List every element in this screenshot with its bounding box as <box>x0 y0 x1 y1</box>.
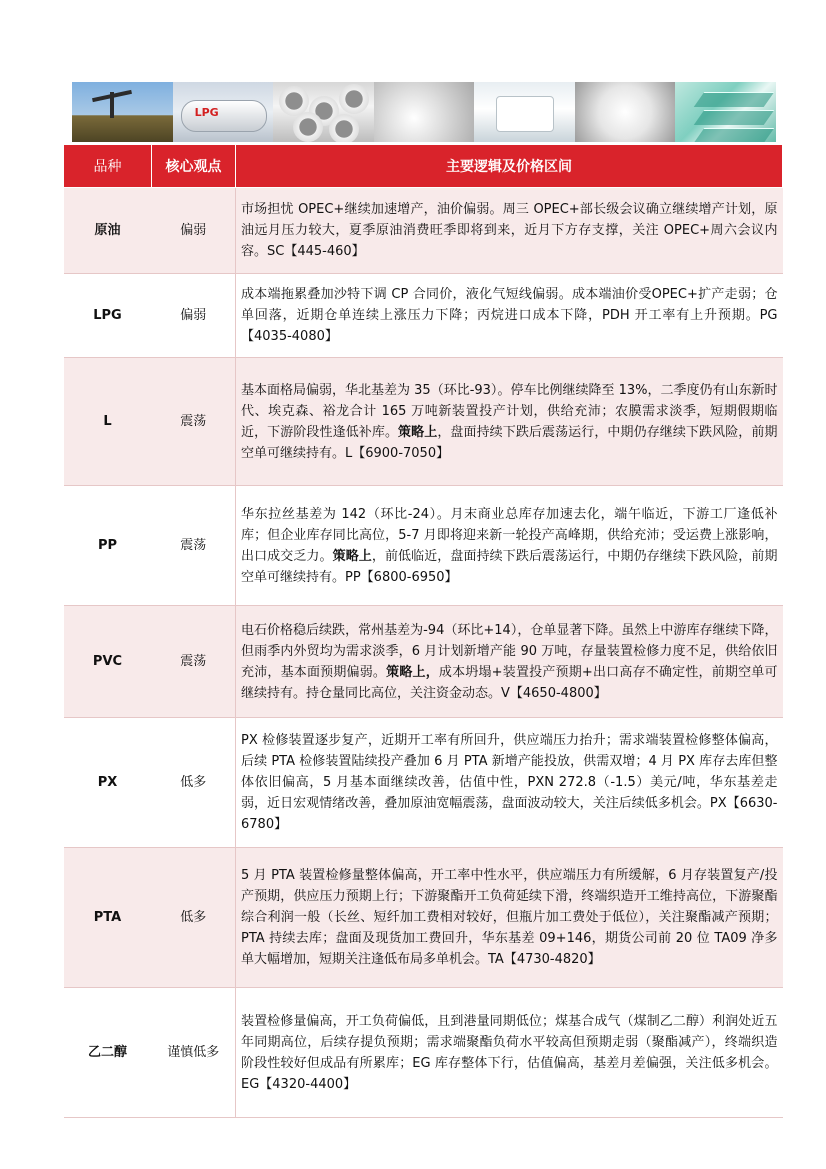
glycol-bottle-image <box>474 82 575 142</box>
view-cell: 震荡 <box>152 606 236 718</box>
variety-cell: PP <box>64 486 152 606</box>
view-cell: 震荡 <box>152 358 236 486</box>
variety-cell: PVC <box>64 606 152 718</box>
table-row <box>64 188 783 274</box>
strategy-label: 策略上， <box>386 664 439 680</box>
table-header-row <box>64 145 783 188</box>
logic-text: 电石价格稳后续跌，常州基差为-94（环比+14），仓单显著下降。虽然上中游库存继续下降，但雨季内外贸均为需求淡季，6 月计划新增产能 90 万吨，存量装置检修力度不足，供给依旧充沛，基本面预期偏弱。 <box>241 622 778 680</box>
logic-cell: 市场担忧 OPEC+继续加速增产，油价偏弱。周三 OPEC+部长级会议确立继续增产计划，原油远月压力较大，夏季原油消费旺季即将到来，近月下方存支撑，关注 OPEC+周六会议内容。SC【445-460】 <box>236 188 783 274</box>
logic-cell <box>236 606 783 718</box>
glass-panes-image <box>675 82 776 142</box>
logic-text: 华东拉丝基差为 142（环比-24）。月末商业总库存加速去化，端午临近，下游工厂逢低补库；但企业库存同比高位，5-7 月即将迎来新一轮投产高峰期，供给充沛；受运费上涨影响，出口成交乏力。 <box>241 506 778 564</box>
view-cell: 谨慎低多 <box>152 988 236 1118</box>
header-variety: 品种 <box>64 145 152 188</box>
header-banner <box>72 82 776 142</box>
table-row <box>64 988 783 1118</box>
logic-cell <box>236 486 783 606</box>
table-row <box>64 274 783 358</box>
logic-cell: PX 检修装置逐步复产，近期开工率有所回升，供应端压力抬升；需求端装置检修整体偏高，后续 PTA 检修装置陆续投产叠加 6 月 PTA 新增产能投放，供需双增；4 月 PX 库存去库但整体依旧偏高，5 月基本面继续改善，估值中性，PXN 272.8（-1.5）美元/吨，华东基差走弱，近日宏观情绪改善，叠加原油宽幅震荡，盘面波动较大，关注后续低多机会。PX【6630-6780】 <box>236 718 783 848</box>
view-cell: 偏弱 <box>152 188 236 274</box>
logic-cell: 5 月 PTA 装置检修量整体偏高，开工率中性水平，供应端压力有所缓解，6 月存装置复产/投产预期，供应压力预期上行；下游聚酯开工负荷延续下滑，终端织造开工维持高位，下游聚酯综合利润一般（长丝、短纤加工费相对较好，但瓶片加工费处于低位），关注聚酯减产预期；PTA 持续去库；盘面及现货加工费回升，华东基差 09+146，期货公司前 20 位 TA09 净多单大幅增加，短期关注逢低布局多单机会。TA【4730-4820】 <box>236 848 783 988</box>
variety-cell: LPG <box>64 274 152 358</box>
view-cell: 低多 <box>152 848 236 988</box>
variety-cell: L <box>64 358 152 486</box>
strategy-label: 策略上 <box>332 548 372 564</box>
logic-cell: 装置检修量偏高，开工负荷偏低，且到港量同期低位；煤基合成气（煤制乙二醇）利润处近五年同期高位，后续存提负预期；需求端聚酯负荷水平较高但预期走弱（聚酯减产），终端织造阶段性较好但成品有所累库；EG 库存整体下行，估值偏高，基差月差偏强，关注低多机会。EG【4320-4400】 <box>236 988 783 1118</box>
commodity-table <box>63 144 783 1118</box>
table-row <box>64 486 783 606</box>
logic-text: ，前低临近，盘面持续下跌后震荡运行，中期仍存继续下跌风险，前期空单可继续持有。PP【6800-6950】 <box>241 548 778 585</box>
plastic-pellets-image <box>374 82 475 142</box>
logic-text: ，盘面持续下跌后震荡运行，中期仍存继续下跌风险，前期空单可继续持有。L【6900-7050】 <box>241 424 778 461</box>
logic-text: 基本面格局偏弱，华北基差为 35（环比-93）。停车比例继续降至 13%，二季度仍有山东新时代、埃克森、裕龙合计 165 万吨新装置投产计划，供给充沛；农膜需求淡季，短期假期临近，下游阶段性逢低补库。 <box>241 382 778 440</box>
table-row <box>64 718 783 848</box>
table-row <box>64 606 783 718</box>
lpg-tank-image: LPG <box>173 82 274 142</box>
view-cell: 偏弱 <box>152 274 236 358</box>
variety-cell: PX <box>64 718 152 848</box>
pvc-pipes-image <box>273 82 374 142</box>
header-view: 核心观点 <box>152 145 236 188</box>
logic-text: 成本坍塌+装置投产预期+出口高存不确定性，前期空单可继续持有。持仓量同比高位，关注资金动态。V【4650-4800】 <box>241 664 778 701</box>
header-logic: 主要逻辑及价格区间 <box>236 145 783 188</box>
strategy-label: 策略上 <box>398 424 438 440</box>
logic-cell <box>236 358 783 486</box>
table-row <box>64 848 783 988</box>
oil-pumpjack-image <box>72 82 173 142</box>
variety-cell: PTA <box>64 848 152 988</box>
view-cell: 低多 <box>152 718 236 848</box>
logic-cell: 成本端拖累叠加沙特下调 CP 合同价，液化气短线偏弱。成本端油价受OPEC+扩产走弱；仓单回落，近期仓单连续上涨压力下降；丙烷进口成本下降，PDH 开工率有上升预期。PG【4035-4080】 <box>236 274 783 358</box>
variety-cell: 乙二醇 <box>64 988 152 1118</box>
table-row <box>64 358 783 486</box>
variety-cell: 原油 <box>64 188 152 274</box>
view-cell: 震荡 <box>152 486 236 606</box>
pta-granules-image <box>575 82 676 142</box>
